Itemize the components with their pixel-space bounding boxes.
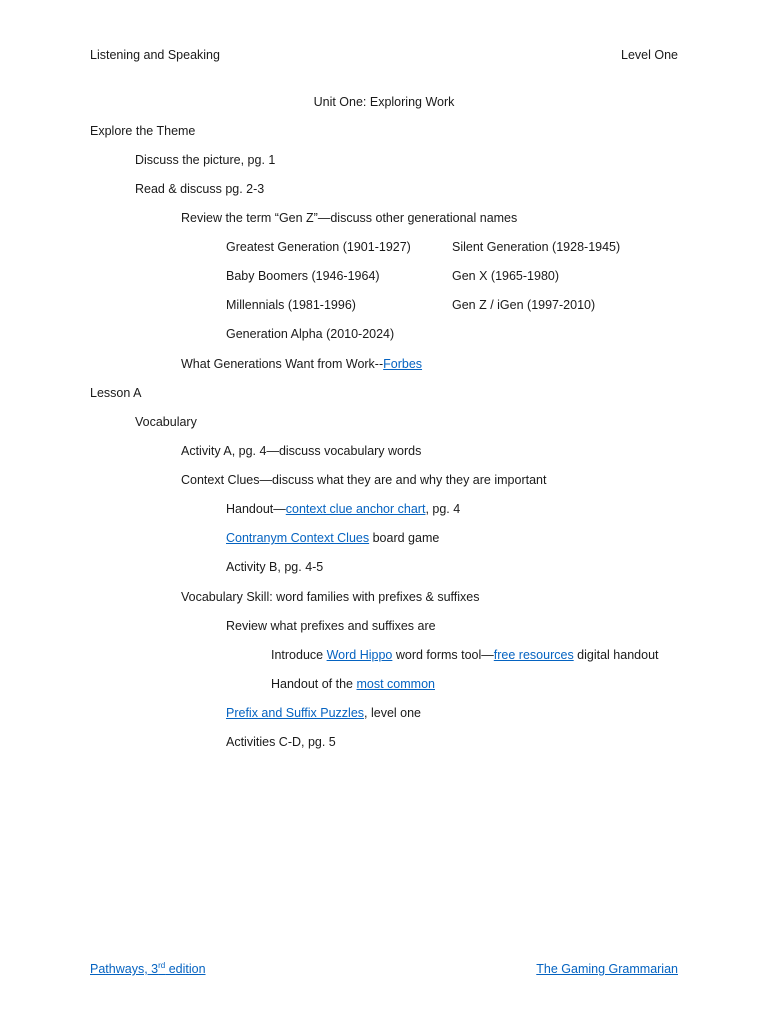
generation-silent: Silent Generation (1928-1945) [452, 240, 621, 254]
generation-genx: Gen X (1965-1980) [452, 269, 560, 283]
gaming-grammarian-footer-link[interactable]: The Gaming Grammarian [536, 962, 678, 976]
header-right: Level One [621, 48, 678, 62]
handout-prefix: Handout— [226, 502, 286, 516]
handout-item [226, 501, 460, 517]
read-discuss-item: Read & discuss pg. 2-3 [135, 182, 265, 196]
activity-b-item: Activity B, pg. 4-5 [226, 560, 324, 574]
contranym-item [226, 530, 439, 546]
review-genz-item: Review the term “Gen Z”—discuss other generational names [181, 211, 518, 225]
lesson-a-heading: Lesson A [90, 386, 142, 400]
puzzles-suffix: , level one [364, 706, 422, 720]
generation-genz: Gen Z / iGen (1997-2010) [452, 298, 596, 312]
introduce-word-hippo-item [271, 647, 659, 663]
most-common-link[interactable]: most common [356, 677, 435, 691]
puzzles-item [226, 705, 421, 721]
review-prefixes-item: Review what prefixes and suffixes are [226, 619, 436, 633]
what-generations-want-item [181, 356, 422, 372]
activities-cd-item: Activities C-D, pg. 5 [226, 735, 336, 749]
header-left: Listening and Speaking [90, 48, 220, 62]
pathways-footer-link[interactable] [90, 961, 206, 977]
prefix-suffix-puzzles-link[interactable]: Prefix and Suffix Puzzles [226, 706, 365, 720]
anchor-chart-link[interactable]: context clue anchor chart [285, 502, 426, 516]
handout-suffix: , pg. 4 [425, 502, 461, 516]
what-generations-want-text: What Generations Want from Work-- [181, 357, 384, 371]
vocab-skill-item: Vocabulary Skill: word families with prefixes & suffixes [181, 590, 480, 604]
vocabulary-heading: Vocabulary [135, 415, 197, 429]
forbes-link[interactable]: Forbes [383, 357, 423, 371]
pathways-link-end: edition [165, 962, 206, 976]
introduce-prefix: Introduce [271, 648, 327, 662]
word-hippo-link[interactable]: Word Hippo [326, 648, 393, 662]
explore-theme-heading: Explore the Theme [90, 124, 196, 138]
free-resources-link[interactable]: free resources [493, 648, 574, 662]
discuss-picture-item: Discuss the picture, pg. 1 [135, 153, 276, 167]
page-title: Unit One: Exploring Work [313, 95, 455, 109]
contranym-link[interactable]: Contranym Context Clues [226, 531, 370, 545]
generation-greatest: Greatest Generation (1901-1927) [226, 240, 411, 254]
handout-most-prefix: Handout of the [271, 677, 357, 691]
word-forms-text: word forms tool— [392, 648, 494, 662]
generation-millennials: Millennials (1981-1996) [226, 298, 356, 312]
context-clues-item: Context Clues—discuss what they are and why they are important [181, 473, 547, 487]
pathways-link-main: Pathways, 3 [90, 962, 159, 976]
activity-a-item: Activity A, pg. 4—discuss vocabulary words [181, 444, 422, 458]
contranym-suffix: board game [369, 531, 440, 545]
generation-boomers: Baby Boomers (1946-1964) [226, 269, 380, 283]
handout-most-common-item [271, 676, 435, 692]
generation-alpha: Generation Alpha (2010-2024) [226, 327, 395, 341]
pathways-link-sup: rd [158, 960, 166, 970]
digital-handout-text: digital handout [573, 648, 659, 662]
